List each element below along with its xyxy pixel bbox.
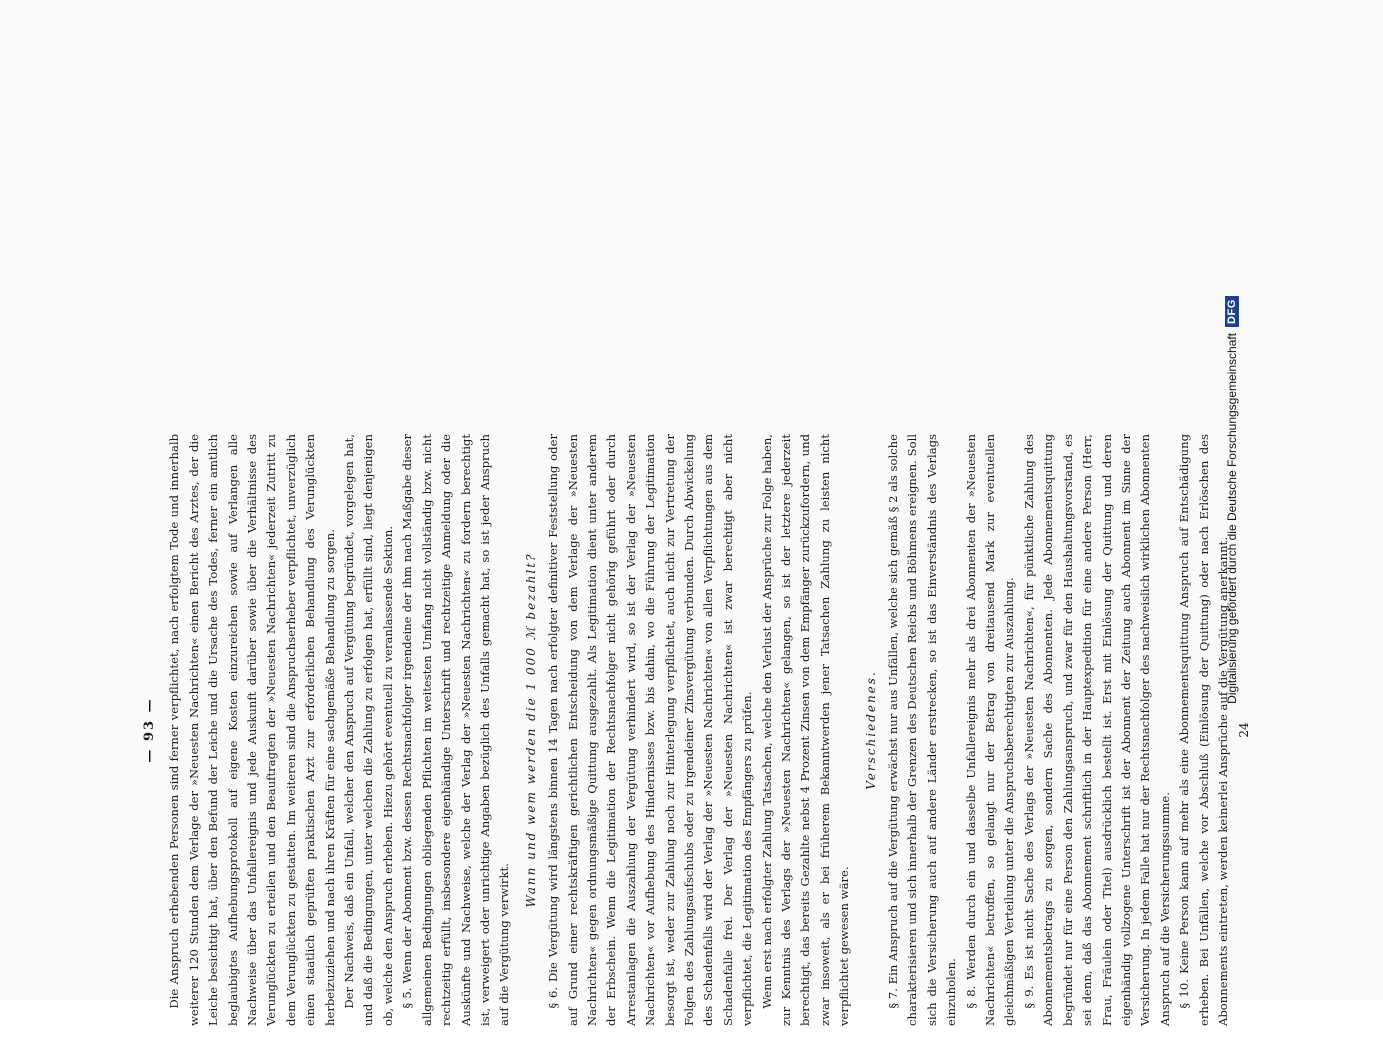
paragraph: § 9. Es ist nicht Sache des Verlags der »Neuesten Nachrichten«, für pünktliche Zahlung des Abonnementsbetrags zu sorgen, sondern Sache des Abonnenten. Jede Abonnementsquittung begründet nur für eine Person den Zahlungsanspruch, und zwar für den Haushaltungsvorstand, es sei denn, daß das Abonnement schriftlich in der Hauptexpedition für eine andere Person (Herr, Frau, Fräulein oder Titel) ausdrücklich bestellt ist. Erst mit Einlösung der Quittung und deren eigenhändig vollzogene Unterschrift ist der Abonnent der Zeitung auch Abonnent im Sinne der Versicherung. In jedem Falle hat nur der Rechtsnachfolger des nachweislich wirklichen Abonnenten Anspruch auf die Versicherungssumme. <box>1021 434 1172 1026</box>
paragraph: Der Nachweis, daß ein Unfall, welcher den Anspruch auf Vergütung begründet, vorgelegen hat, und daß die Bedingungen, unter welchen die Zahlung zu erfolgen hat, erfüllt sind, liegt denjenigen ob, welche den Anspruch erheben. Hiezu gehört eventuell zu veranlassende Sektion. <box>342 434 395 1026</box>
paragraph: § 5. Wenn der Abonnent bzw. dessen Rechtsnachfolger irgendeine der ihm nach Maßgabe dieser allgemeinen Bedingungen obliegenden Pflichten im weitesten Umfang nicht vollständig bzw. nicht rechtzeitig erfüllt, insbesondere eigenhändige Unterschrift und rechtzeitige Anmeldung oder die Auskünfte und Nachweise, welche der Verlag der »Neuesten Nachrichten« zu fordern berechtigt ist, verweigert oder unrichtige Angaben bezüglich des Unfalls gemacht hat, so ist jeder Anspruch auf die Vergütung verwirkt. <box>400 434 512 1026</box>
paragraph: Die Anspruch erhebenden Personen sind ferner verpflichtet, nach erfolgtem Tode und innerhalb weiterer 120 Stunden dem Verlage der »Neuesten Nachrichten« einen Bericht des Arztes, der die Leiche besichtigt hat, über den Befund der Leiche und die Ursache des Todes, ferner ein amtlich beglaubigtes Aufhebungsprotokoll auf eigene Kosten einzureichen sowie auf Verlangen alle Nachweise über das Unfallereignis und jede Auskunft darüber sowie über die Verhältnisse des Verunglückten zu erteilen und den Beauftragten der »Neuesten Nachrichten« jederzeit Zutritt zu dem Verunglückten zu gestatten. Im weiteren sind die Anspruchserheber verpflichtet, unverzüglich einen staatlich geprüften praktischen Arzt zur erforderlichen Behandlung des Verunglückten herbeizuziehen und nach ihren Kräften für eine sachgemäße Behandlung zu sorgen. <box>167 434 337 1026</box>
section-heading: Verschiedenes. <box>863 670 878 790</box>
dfg-logo: DFG <box>1225 296 1239 327</box>
paragraph: § 8. Werden durch ein und dasselbe Unfallereignis mehr als drei Abonnenten der »Neuesten Nachrichten« betroffen, so gelangt nur der Betrag von dreitausend Mark zur eventuellen gleichmäßigen Verteilung unter die Anspruchsberechtigten zur Auszahlung. <box>963 434 1017 1026</box>
page-body <box>165 434 1233 1026</box>
digitization-credit <box>1221 100 1243 900</box>
section-heading: Wann und wem werden die 1 000 ℳ bezahlt? <box>523 552 538 908</box>
paragraph: Wenn erst nach erfolgter Zahlung Tatsachen, welche den Verlust der Ansprüche zur Folge haben, zur Kenntnis des Verlags der »Neuesten Nachrichten« gelangen, so ist der letztere jederzeit berechtigt, das bereits Gezahlte nebst 4 Prozent Zinsen von dem Empfänger zurückzufordern, und zwar insoweit, als er bei früherem Bekanntwerden jener Tatsachen Zahlung zu leisten nicht verpflichtet gewesen wäre. <box>759 434 852 1026</box>
page-header: — 93 — <box>142 697 157 763</box>
credit-text: Digitalisierung gefördert durch die Deutsche Forschungsgemeinschaft <box>1225 332 1239 704</box>
page-number: 24 <box>1237 722 1252 738</box>
paragraph: § 10. Keine Person kann auf mehr als eine Abonnementsquittung Anspruch auf Entschädigung erheben. Bei Unfällen, welche vor Abschluß (Einlösung der Quittung) oder nach Erlöschen des Abonnements eintreten, werden keinerlei Ansprüche auf die Vergütung anerkannt. <box>1177 434 1230 1026</box>
paragraph: § 7. Ein Anspruch auf die Vergütung erwächst nur aus Unfällen, welche sich gemäß § 2 als solche charakterisieren und sich innerhalb der Grenzen des Deutschen Reichs und Böhmens ereignen. Soll sich die Versicherung auch auf andere Länder erstrecken, so ist das Einverständnis des Verlags einzuholen. <box>886 434 959 1026</box>
paragraph: § 6. Die Vergütung wird längstens binnen 14 Tagen nach erfolgter definitiver Feststellung oder auf Grund einer rechtskräftigen gerichtlichen Entscheidung von dem Verlage der »Neuesten Nachrichten« gegen ordnungsmäßige Quittung ausgezahlt. Als Legitimation dient unter anderem der Erbschein. Wenn die Legitimation der Rechtsnachfolger nicht gehörig geführt oder durch Arrestanlagen die Auszahlung der Vergütung verhindert wird, so ist der Verlag der »Neuesten Nachrichten« vor Aufhebung des Hindernisses bzw. bis dahin, wo die Führung der Legitimation besorgt ist, weder zur Zahlung noch zur Hinterlegung verpflichtet, auch nicht zur Vertretung der Folgen des Zahlungsaufschubs oder zu irgendeiner Zinsvergütung verbunden. Durch Abwickelung des Schadenfalls wird der Verlag der »Neuesten Nachrichten« von allen Verpflichtungen aus dem Schadenfalle frei. Der Verlag der »Neuesten Nachrichten« ist zwar berechtigt aber nicht verpflichtet, die Legitimation des Empfängers zu prüfen. <box>546 434 755 1026</box>
